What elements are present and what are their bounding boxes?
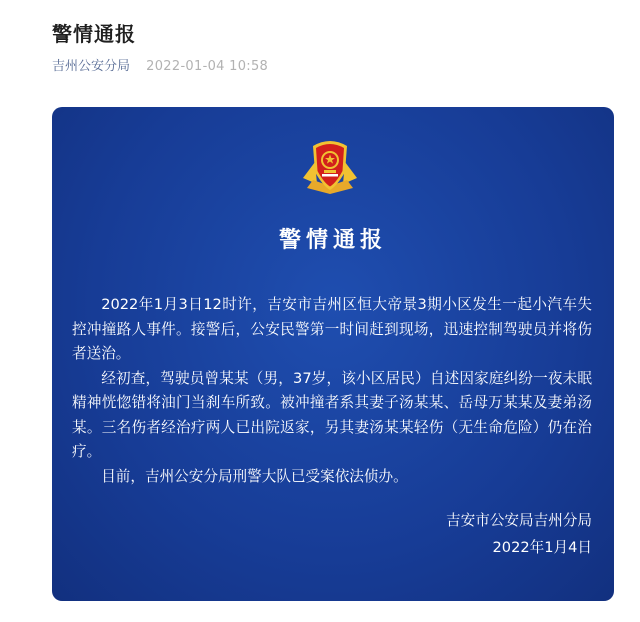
notice-paragraph: 经初查，驾驶员曾某某（男，37岁，该小区居民）自述因家庭纠纷一夜未眠精神恍惚错将油门当刹车所致。被冲撞者系其妻子汤某某、岳母万某某及妻弟汤某。三名伤者经治疗两人已出院返家，另其妻汤某某轻伤（无生命危险）仍在治疗。 (72, 369, 592, 460)
notice-paragraph: 2022年1月3日12时许，吉安市吉州区恒大帝景3期小区发生一起小汽车失控冲撞路人事件。接警后，公安民警第一时间赶到现场，迅速控制驾驶员并将伤者送治。 (72, 296, 592, 362)
notice-heading: 警情通报 (278, 228, 387, 253)
notice-paragraph: 目前，吉州公安分局刑警大队已受案依法侦办。 (101, 467, 408, 485)
notice-image (52, 107, 614, 601)
article-title: 警情通报 (52, 22, 136, 46)
notice-body (72, 293, 592, 489)
author-link[interactable]: 吉州公安分局 (52, 59, 131, 74)
article-meta (52, 55, 268, 74)
notice-signature: 吉安市公安局吉州分局 (446, 512, 592, 529)
notice-signature-block (446, 507, 592, 561)
notice-date: 2022年1月4日 (492, 539, 592, 556)
police-badge-icon (297, 132, 363, 198)
publish-time: 2022-01-04 10:58 (146, 59, 269, 74)
